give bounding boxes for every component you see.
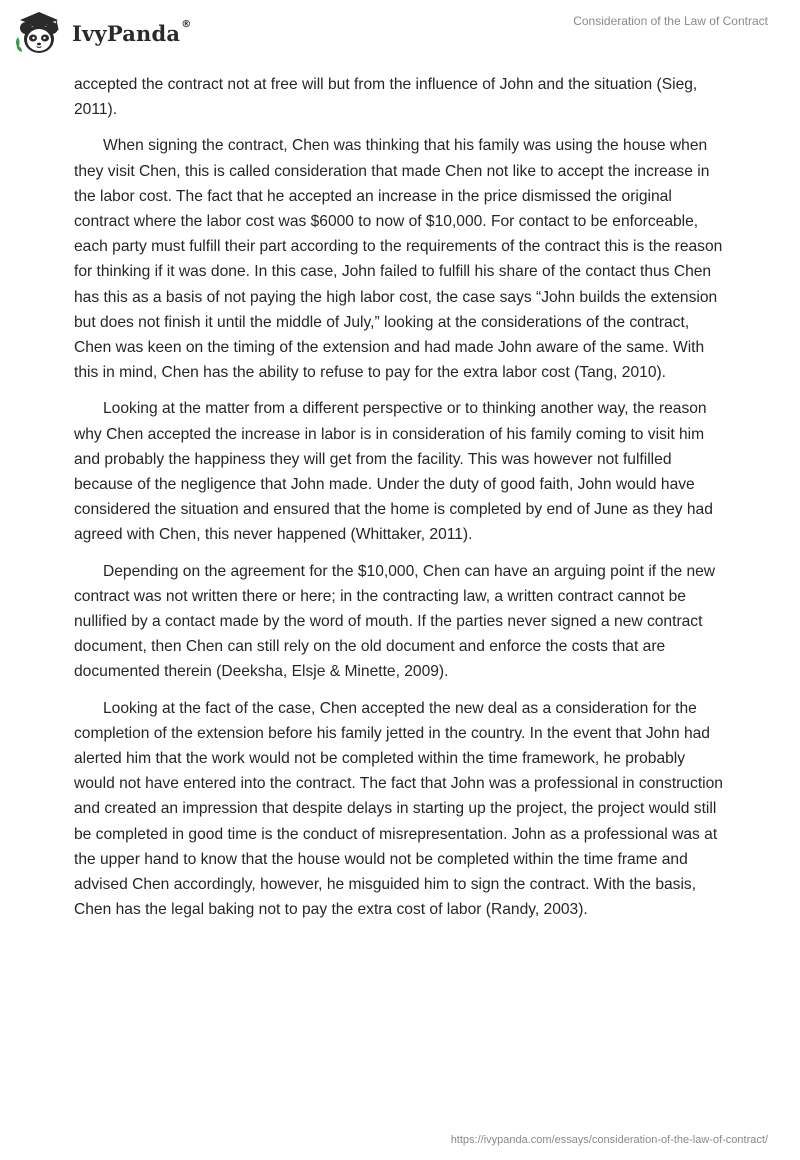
essay-paragraph: When signing the contract, Chen was thinking that his family was using the house when they visit Chen, this is called consideration that made Chen not like to accept the increase in the labor cost. The fact that he accepted an increase in the price dismissed the original contract where the labor cost was $6000 to now of $10,000. For contact to be enforceable, each party must fulfill their part according to the requirements of the contract this is the reason for thinking if it was done. In this case, John failed to fulfill his share of the contact thus Chen has this as a basis of not paying the high labor cost, the case says “John builds the extension but does not finish it until the middle of July,” looking at the considerations of the contract, Chen was keen on the timing of the extension and had made John aware of the same. With this in mind, Chen has the ability to refuse to pay for the extra labor cost (Tang, 2010).: [74, 137, 723, 382]
registered-mark: ®: [181, 18, 192, 30]
brand-name-text: IvyPanda: [72, 20, 181, 46]
document-title: Consideration of the Law of Contract: [573, 14, 768, 28]
essay-paragraph: accepted the contract not at free will but from the influence of John and the situation (Sieg, 2011).: [74, 76, 698, 119]
source-url[interactable]: https://ivypanda.com/essays/consideration-of-the-law-of-contract/: [450, 1134, 768, 1146]
brand-name: [72, 18, 192, 46]
ivypanda-logo[interactable]: [12, 8, 191, 58]
essay-paragraph: Looking at the fact of the case, Chen accepted the new deal as a consideration for the completion of the extension before his family jetted in the country. In the event that John had alerted him that the work would not be completed within the time framework, he probably would not have entered into the contract. The fact that John was a professional in construction and created an impression that despite delays in starting up the project, the project would still be completed in good time is the conduct of misrepresentation. John as a professional was at the upper hand to know that the house would not be completed within the time frame and advised Chen accordingly, however, he misguided him to sign the contract. With the basis, Chen has the legal baking not to pay the extra cost of labor (Randy, 2003).: [74, 699, 723, 919]
essay-paragraph: Looking at the matter from a different perspective or to thinking another way, the reason why Chen accepted the increase in labor is in consideration of his family coming to visit him and probably the happiness they will get from the facility. This was however not fulfilled because of the negligence that John made. Under the duty of good faith, John would have considered the situation and ensured that the home is completed by end of June as they had agreed with Chen, this never happened (Whittaker, 2011).: [74, 400, 713, 544]
page-header: [0, 0, 800, 70]
panda-graduation-cap-icon: [12, 8, 68, 58]
essay-body: [74, 72, 726, 934]
essay-paragraph: Depending on the agreement for the $10,000, Chen can have an arguing point if the new contract was not written there or here; in the contracting law, a written contract cannot be nullified by a contact made by the word of mouth. If the parties never signed a new contract document, then Chen can still rely on the old document and enforce the costs that are documented therein (Deeksha, Elsje & Minette, 2009).: [74, 562, 716, 681]
